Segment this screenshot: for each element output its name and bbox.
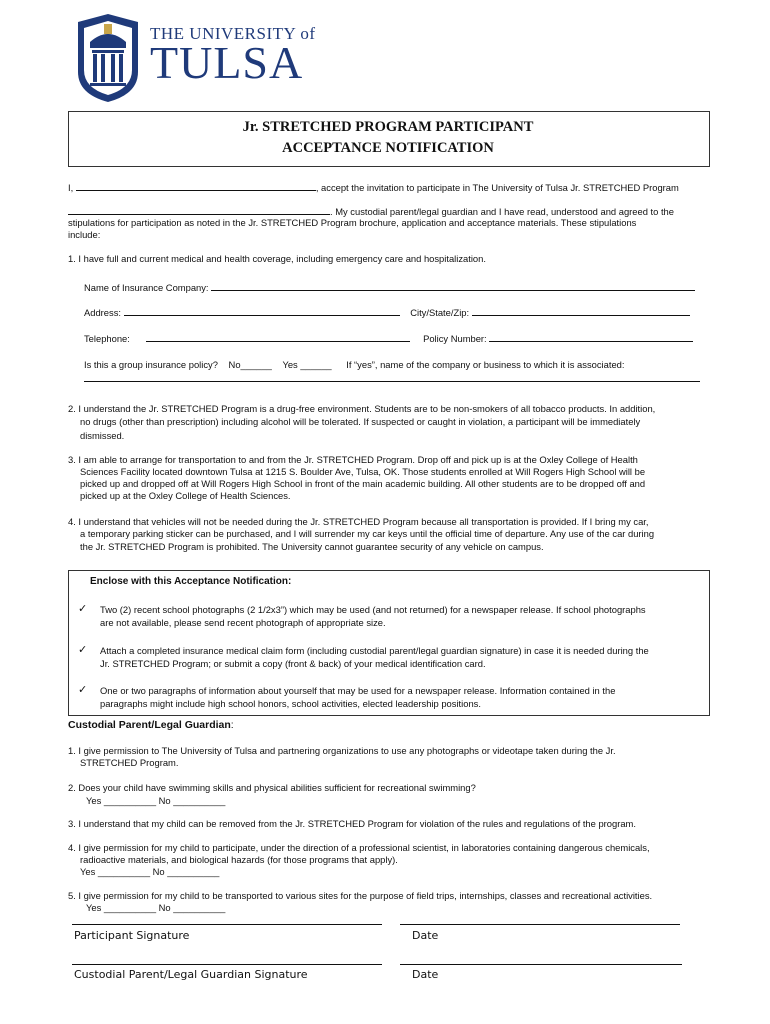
- guardian-heading-colon: :: [230, 719, 234, 731]
- guardian-date-label: Date: [412, 968, 439, 981]
- logo-wordmark-top: THE UNIVERSITY of: [150, 24, 316, 43]
- group-policy-question: Is this a group insurance policy?: [84, 359, 218, 370]
- group-policy-if-yes: If “yes”, name of the company or business to which it is associated:: [346, 359, 625, 370]
- phone-row: [84, 332, 693, 344]
- city-state-zip-label: City/State/Zip:: [410, 307, 470, 318]
- item1-text: 1. I have full and current medical and health coverage, including emergency care and hospitalization.: [68, 253, 486, 264]
- intro-agreement-text: . My custodial parent/legal guardian and I have read, understood and agreed to the: [330, 206, 674, 217]
- intro-line2: [68, 205, 674, 217]
- guardian-signature-label: Custodial Parent/Legal Guardian Signature: [74, 968, 308, 981]
- item2-line3: dismissed.: [80, 430, 125, 441]
- transport-permission-yes-no[interactable]: Yes __________ No __________: [86, 902, 226, 913]
- insurance-company-label: Name of Insurance Company:: [84, 282, 209, 293]
- item3-line3: picked up and dropped off at Will Rogers High School in front of the main academic building. All other students are to be dropped off and: [80, 478, 646, 489]
- insurance-company-field[interactable]: [211, 281, 695, 291]
- guardian-item2-line1: 2. Does your child have swimming skills and physical abilities sufficient for recreational swimming?: [68, 782, 476, 793]
- city-state-zip-field[interactable]: [472, 306, 690, 316]
- participant-signature-field[interactable]: [72, 924, 382, 925]
- policy-number-label: Policy Number:: [423, 333, 487, 344]
- enclose-item2-line1: Attach a completed insurance medical claim form (including custodial parent/legal guardian signature) in case it is needed during the: [100, 645, 649, 656]
- telephone-label: Telephone:: [84, 333, 130, 344]
- intro-line3: stipulations for participation as noted in the Jr. STRETCHED Program brochure, application and acceptance materials. These stipulations: [68, 217, 637, 228]
- participant-date-label: Date: [412, 929, 439, 942]
- guardian-date-field[interactable]: [400, 964, 682, 965]
- item2-line2: no drugs (other than prescription) including alcohol will be tolerated. If suspected or caught in violation, a participant will be immediately: [80, 416, 641, 427]
- document-title-line2: ACCEPTANCE NOTIFICATION: [282, 140, 494, 156]
- address-row: [84, 306, 690, 318]
- participant-name-field[interactable]: [76, 181, 316, 191]
- guardian-item1-line2: STRETCHED Program.: [80, 757, 179, 768]
- program-name-field[interactable]: [68, 205, 330, 215]
- guardian-heading: [68, 719, 234, 731]
- guardian-signature-field[interactable]: [72, 964, 382, 965]
- participant-signature-label: Participant Signature: [74, 929, 190, 942]
- checkmark-icon: ✓: [78, 684, 88, 696]
- group-policy-yes[interactable]: Yes ______: [282, 359, 332, 370]
- intro-accept-text: , accept the invitation to participate in The University of Tulsa Jr. STRETCHED Program: [315, 182, 679, 193]
- policy-number-field[interactable]: [489, 332, 693, 342]
- checkmark-icon: ✓: [78, 644, 88, 656]
- guardian-item4-line1: 4. I give permission for my child to participate, under the direction of a professional scientist, in laboratories containing dangerous chemicals,: [68, 842, 650, 853]
- guardian-heading-text: Custodial Parent/Legal Guardian: [68, 719, 231, 731]
- guardian-item1-line1: 1. I give permission to The University of Tulsa and partnering organizations to use any photographs or videotape taken during the Jr.: [68, 745, 616, 756]
- enclose-item1-line2: are not available, please send recent photograph of appropriate size.: [100, 617, 386, 628]
- item3-line4: picked up at the Oxley College of Health Sciences.: [80, 490, 291, 501]
- enclose-item3-line2: paragraphs might include high school honors, school activities, elected leadership positions.: [100, 698, 481, 709]
- intro-i: I,: [68, 182, 74, 193]
- address-label: Address:: [84, 307, 121, 318]
- intro-line1: [68, 181, 679, 193]
- company-name-field[interactable]: [84, 381, 700, 382]
- enclose-item1-line1: Two (2) recent school photographs (2 1/2x3”) which may be used (and not returned) for a newspaper release. If school photographs: [100, 604, 646, 615]
- group-policy-row: [84, 359, 625, 370]
- guardian-item4-line2: radioactive materials, and biological hazards (for those programs that apply).: [80, 854, 398, 865]
- guardian-item3: 3. I understand that my child can be removed from the Jr. STRETCHED Program for violation of the rules and regulations of the program.: [68, 818, 636, 829]
- item4-line3: the Jr. STRETCHED Program is prohibited. The University cannot guarantee security of any vehicle on campus.: [80, 541, 544, 552]
- group-policy-no[interactable]: No______: [228, 359, 272, 370]
- participant-date-field[interactable]: [400, 924, 680, 925]
- guardian-item5-line1: 5. I give permission for my child to be transported to various sites for the purpose of field trips, internships, classes and recreational activities.: [68, 890, 653, 901]
- document-title-line1: Jr. STRETCHED PROGRAM PARTICIPANT: [242, 119, 534, 135]
- item3-line1: 3. I am able to arrange for transportation to and from the Jr. STRETCHED Program. Drop off and pick up is at the Oxley College of Health: [68, 454, 638, 465]
- lab-permission-yes-no[interactable]: Yes __________ No __________: [80, 866, 220, 877]
- item2-line1: 2. I understand the Jr. STRETCHED Program is a drug-free environment. Students are to be non-smokers of all tobacco products. In addition,: [68, 403, 656, 414]
- intro-line4: include:: [68, 229, 101, 240]
- item3-line2: Sciences Facility located downtown Tulsa at 1215 S. Boulder Ave, Tulsa, OK. Those students enrolled at Will Rogers High School will be: [80, 466, 646, 477]
- swimming-yes-no[interactable]: Yes __________ No __________: [86, 795, 226, 806]
- item4-line1: 4. I understand that vehicles will not be needed during the Jr. STRETCHED Program because all transportation is provided. If I bring my car,: [68, 516, 649, 527]
- telephone-field[interactable]: [146, 332, 410, 342]
- address-field[interactable]: [124, 306, 400, 316]
- insurance-company-row: [84, 281, 695, 293]
- item4-line2: a temporary parking sticker can be purchased, and I will surrender my car keys until the official time of departure. Any use of the car during: [80, 528, 655, 539]
- enclose-heading: Enclose with this Acceptance Notification:: [90, 576, 292, 587]
- logo-wordmark-tulsa: TULSA: [150, 37, 304, 88]
- checkmark-icon: ✓: [78, 603, 88, 615]
- enclose-item2-line2: Jr. STRETCHED Program; or submit a copy (front & back) of your medical identification card.: [100, 658, 486, 669]
- enclose-item3-line1: One or two paragraphs of information about yourself that may be used for a newspaper release. Information contained in the: [100, 685, 616, 696]
